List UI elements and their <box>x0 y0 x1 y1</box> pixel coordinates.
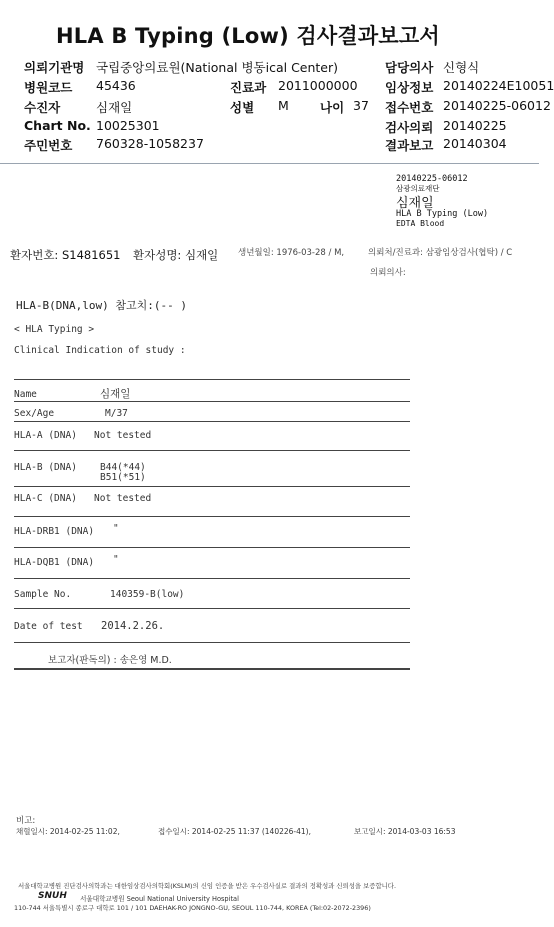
requesting-institution-label: 의뢰기관명 <box>24 60 85 75</box>
receipt-no-label: 접수번호 <box>385 100 434 115</box>
row-rule <box>14 401 410 402</box>
sticker-test-name: HLA B Typing (Low) <box>396 209 489 219</box>
chart-no-value: 10025301 <box>96 118 160 133</box>
table-bottom-rule <box>14 668 410 670</box>
remarks-label: 비고: <box>16 816 36 826</box>
certification-statement: 서울대학교병원 진단검사의학과는 대한임상검사의학회(KSLM)의 신임 인증을 받은 우수검사실로 결과의 정확성과 신뢰성을 보증합니다. <box>18 882 397 890</box>
clinical-indication: Clinical Indication of study : <box>14 345 186 356</box>
sticker-lab-name: 삼광의료재단 <box>396 184 440 193</box>
resident-no-label: 주민번호 <box>24 138 73 153</box>
patient-reg-no: 환자번호: S1481651 <box>10 248 121 262</box>
chart-no-label: Chart No. <box>24 118 91 133</box>
row-date-label: Date of test <box>14 621 83 632</box>
row-rule <box>14 547 410 548</box>
sticker-specimen: EDTA Blood <box>396 219 445 228</box>
row-rule <box>14 421 410 422</box>
referring-doctor: 의뢰의사: <box>370 268 406 278</box>
hospital-code-label: 병원코드 <box>24 80 73 95</box>
row-hla-b-value2: B51(*51) <box>100 472 146 483</box>
sex-label: 성별 <box>230 100 255 115</box>
hospital-address: 110-744 서울특별시 종로구 대학로 101 / 101 DAEHAK-RO JONGNO-GU, SEOUL 110-744, KOREA (Tel:02-2072-2396) <box>14 904 371 912</box>
row-hla-drb1-value: " <box>113 523 119 534</box>
receipt-no-value: 20140225-06012 <box>443 98 551 113</box>
patient-label: 수진자 <box>24 100 61 115</box>
row-sample-label: Sample No. <box>14 589 72 600</box>
row-hla-b-value: B44(*44) <box>100 462 146 473</box>
header-divider <box>0 163 539 164</box>
attending-doctor-value: 신형식 <box>443 60 480 75</box>
row-sexage-value: M/37 <box>105 408 128 419</box>
clinical-info-value: 20140224E10051 <box>443 78 554 93</box>
report-date-label: 결과보고 <box>385 138 434 153</box>
row-rule <box>14 642 410 643</box>
request-date-label: 검사의뢰 <box>385 120 434 135</box>
row-hla-a-value: Not tested <box>94 430 152 441</box>
report-date-value: 20140304 <box>443 136 507 151</box>
hospital-code-value: 45436 <box>96 78 136 93</box>
collection-datetime: 채혈일시: 2014-02-25 11:02, <box>16 827 120 836</box>
clinical-info-label: 임상정보 <box>385 80 434 95</box>
receipt-datetime: 접수일시: 2014-02-25 11:37 (140226-41), <box>158 827 311 836</box>
age-value: 37 <box>353 98 369 113</box>
report-title: HLA B Typing (Low) 검사결과보고서 <box>56 24 440 48</box>
report-datetime: 보고일시: 2014-03-03 16:53 <box>354 827 456 836</box>
department-value: 2011000000 <box>278 78 358 93</box>
section-heading: < HLA Typing > <box>14 324 95 335</box>
row-sexage-label: Sex/Age <box>14 408 55 419</box>
row-sample-value: 140359-B(low) <box>110 589 185 600</box>
snuh-logo: SNUH <box>38 891 67 901</box>
sex-value: M <box>278 98 289 113</box>
report-heading: HLA-B(DNA,low) 참고치:(-- ) <box>16 299 187 312</box>
row-rule <box>14 486 410 487</box>
age-label: 나이 <box>320 100 345 115</box>
patient-name: 환자성명: 심재일 <box>133 248 219 262</box>
patient-dob: 생년월일: 1976-03-28 / M, <box>238 248 345 258</box>
row-name-value: 심재일 <box>100 388 131 400</box>
row-rule <box>14 578 410 579</box>
request-date-value: 20140225 <box>443 118 507 133</box>
row-hla-drb1-label: HLA-DRB1 (DNA) <box>14 526 95 537</box>
row-rule <box>14 516 410 517</box>
reporter-signature: 보고자(판독의) : 송은영 M.D. <box>48 655 172 666</box>
row-name-label: Name <box>14 389 37 400</box>
sticker-patient-name: 심재일 <box>396 196 434 211</box>
row-rule <box>14 608 410 609</box>
hospital-name: 서울대학교병원 Seoul National University Hospital <box>80 895 239 903</box>
row-hla-dqb1-label: HLA-DQB1 (DNA) <box>14 557 95 568</box>
row-hla-b-label: HLA-B (DNA) <box>14 462 77 473</box>
table-top-rule <box>14 379 410 380</box>
row-hla-c-label: HLA-C (DNA) <box>14 493 77 504</box>
row-date-value: 2014.2.26. <box>101 620 165 632</box>
resident-no-value: 760328-1058237 <box>96 136 204 151</box>
row-hla-c-value: Not tested <box>94 493 152 504</box>
attending-doctor-label: 담당의사 <box>385 60 434 75</box>
row-rule <box>14 450 410 451</box>
sticker-receipt-no: 20140225-06012 <box>396 174 468 184</box>
row-hla-a-label: HLA-A (DNA) <box>14 430 77 441</box>
department-label: 진료과 <box>230 80 267 95</box>
referring-department: 의뢰처/진료과: 삼광임상검사(협탁) / C <box>368 248 513 258</box>
row-hla-dqb1-value: " <box>113 554 119 565</box>
patient-value: 심재일 <box>96 100 133 115</box>
requesting-institution-value: 국립중앙의료원(National 병동ical Center) <box>96 60 339 75</box>
